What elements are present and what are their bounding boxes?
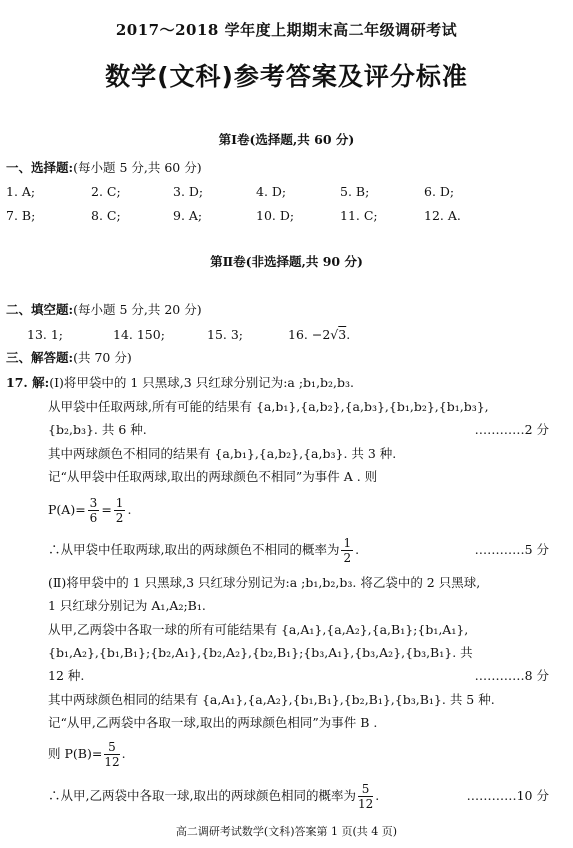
part1-title: 第Ⅰ卷(选择题,共 60 分) <box>218 132 355 147</box>
answer-6: 6. D; <box>424 184 455 199</box>
q17-conclusion-1: ∴从甲袋中任取两球,取出的两球颜色不相同的概率为 $\frac{1}{2}$ . <box>48 536 360 565</box>
score-mark-10: …………10 分 <box>466 788 549 803</box>
q17-part2-outcomes-cont: {b₁,A₂},{b₁,B₁};{b₂,A₁},{b₂,A₂},{b₂,B₁};{b₃,A₁},{b₃,A₂},{b₃,B₁}. 共 <box>48 645 473 660</box>
q17-prob-a: P(A)= $\frac{3}{6}$ = $\frac{1}{2}$ . <box>48 496 132 525</box>
q17-part2-count: 12 种. <box>48 668 85 683</box>
answer-7: 7. B; <box>6 208 36 223</box>
answer-5: 5. B; <box>340 184 370 199</box>
score-mark-5: …………5 分 <box>474 542 549 557</box>
fill-answer-16: 16. −2√3. <box>288 327 351 342</box>
part2-title: 第Ⅱ卷(非选择题,共 90 分) <box>210 254 363 269</box>
answer-4: 4. D; <box>256 184 287 199</box>
answer-9: 9. A; <box>173 208 203 223</box>
q17-same-colors: 其中两球颜色相同的结果有 {a,A₁},{a,A₂},{b₁,B₁},{b₂,B₁},{b₃,B₁}. 共 5 种. <box>48 692 495 707</box>
fill-answer-14: 14. 150; <box>113 327 165 342</box>
q17-label: 17. 解: <box>6 375 50 390</box>
section-fill-heading <box>6 302 202 318</box>
q17-outcomes-line: 从甲袋中任取两球,所有可能的结果有 {a,b₁},{a,b₂},{a,b₃},{b₁,b₂},{b₁,b₃}, <box>48 399 489 414</box>
answer-1: 1. A; <box>6 184 36 199</box>
section-solve-heading <box>6 350 132 366</box>
section-fill-label: 二、填空题: <box>6 302 74 317</box>
answer-2: 2. C; <box>91 184 121 199</box>
page-footer: 高二调研考试数学(文科)答案第 1 页(共 4 页) <box>175 825 398 838</box>
answer-3: 3. D; <box>173 184 204 199</box>
section-solve-label: 三、解答题: <box>6 350 74 365</box>
fraction: $\frac{5}{12}$ <box>357 782 374 811</box>
q17-prob-b: 则 P(B)= $\frac{5}{12}$ . <box>48 740 126 769</box>
section-choice-heading <box>6 160 202 176</box>
q17-part2-labels: 1 只红球分别记为 A₁,A₂;B₁. <box>48 598 206 613</box>
sqrt-sign: √ <box>330 327 339 342</box>
q17-part1-intro: 17. 解:(Ⅰ)将甲袋中的 1 只黑球,3 只红球分别记为:a ;b₁,b₂,b₃. <box>6 375 355 390</box>
section-solve-note: (共 70 分) <box>73 350 132 365</box>
section-choice-note: (每小题 5 分,共 60 分) <box>73 160 202 175</box>
answer-11: 11. C; <box>340 208 378 223</box>
fraction: $\frac{1}{2}$ <box>115 496 124 525</box>
fraction: $\frac{1}{2}$ <box>343 536 352 565</box>
answer-10: 10. D; <box>256 208 295 223</box>
q17-part2-outcomes: 从甲,乙两袋中各取一球的所有可能结果有 {a,A₁},{a,A₂},{a,B₁};{b₁,A₁}, <box>48 622 469 637</box>
answer-8: 8. C; <box>91 208 121 223</box>
q17-part2-intro: (Ⅱ)将甲袋中的 1 只黑球,3 只红球分别记为:a ;b₁,b₂,b₃. 将乙袋中的 2 只黑球, <box>48 575 481 590</box>
exam-title: 2017～2018 学年度上期期末高二年级调研考试 <box>115 21 458 39</box>
q17-outcomes-cont: {b₂,b₃}. 共 6 种. <box>48 422 147 437</box>
section-fill-note: (每小题 5 分,共 20 分) <box>73 302 202 317</box>
q17-event-b: 记“从甲,乙两袋中各取一球,取出的两球颜色相同”为事件 B . <box>48 715 378 730</box>
fraction: $\frac{5}{12}$ <box>104 740 120 769</box>
q17-different-colors: 其中两球颜色不相同的结果有 {a,b₁},{a,b₂},{a,b₃}. 共 3 种. <box>48 446 397 461</box>
fill-answer-13: 13. 1; <box>27 327 64 342</box>
score-mark-8: …………8 分 <box>474 668 549 683</box>
document-title: 数学(文科)参考答案及评分标准 <box>105 62 468 91</box>
q17-event-a: 记“从甲袋中任取两球,取出的两球颜色不相同”为事件 A . 则 <box>48 469 378 484</box>
fraction: $\frac{3}{6}$ <box>89 496 98 525</box>
section-choice-label: 一、选择题: <box>6 160 74 175</box>
answer-12: 12. A. <box>424 208 461 223</box>
q17-conclusion-2: ∴从甲,乙两袋中各取一球,取出的两球颜色相同的概率为 $\frac{5}{12}$ . <box>48 782 380 811</box>
score-mark-2: …………2 分 <box>474 422 549 437</box>
fill-answer-15: 15. 3; <box>207 327 244 342</box>
